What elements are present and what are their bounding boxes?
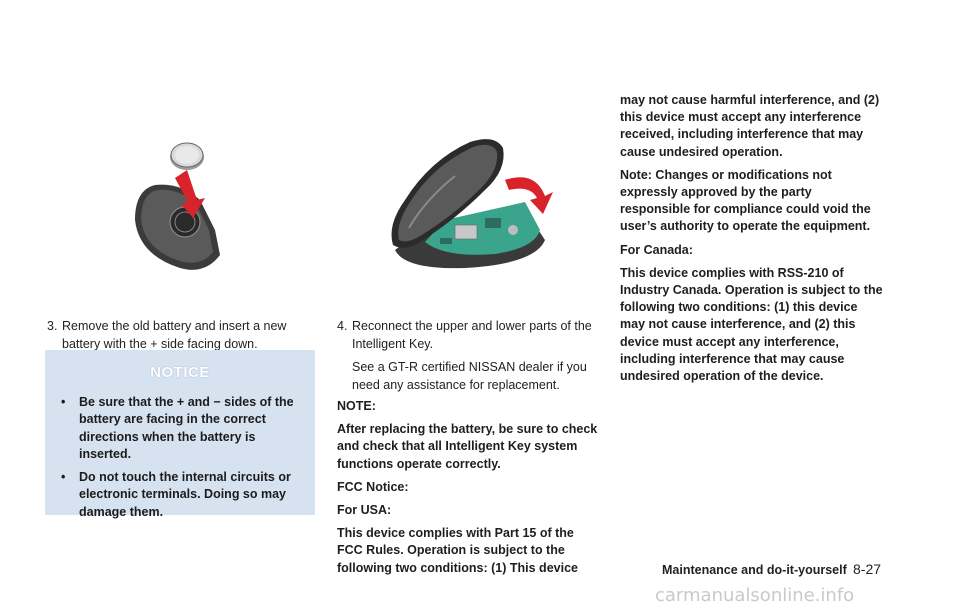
middle-body-text [337, 398, 602, 583]
fcc-paragraph-continued: may not cause harmful interference, and (2) this device must accept any interference received, including interference that may cause undesired operation. [620, 93, 880, 159]
notice-item [59, 394, 309, 463]
footer-section-label: Maintenance and do-it-yourself [662, 563, 847, 577]
notice-item-text: Do not touch the internal circuits or electronic terminals. Doing so may damage them. [79, 470, 291, 519]
step-4 [337, 318, 605, 394]
key-reassembly-illustration [385, 130, 560, 285]
step-text: Reconnect the upper and lower parts of the Intelligent Key. [352, 319, 592, 351]
fcc-heading: FCC Notice: [337, 479, 409, 494]
notice-list [59, 394, 309, 527]
note-heading: NOTE: [337, 399, 376, 413]
notice-item-text: Be sure that the + and − sides of the battery are facing in the correct directions when the battery is inserted. [79, 395, 294, 461]
bullet-icon: • [61, 470, 66, 485]
notice-title: NOTICE [150, 364, 210, 381]
note-paragraph: After replacing the battery, be sure to check and check that all Intelligent Key system functions operate correctly. [337, 422, 598, 471]
canada-paragraph: This device complies with RSS-210 of Industry Canada. Operation is subject to the following two conditions: (1) this device may not cause interference, and (2) this device must accept any interference, including interference that may cause undesired operation of the device. [620, 265, 883, 384]
step-number: 3. [47, 319, 58, 333]
usa-heading: For USA: [337, 503, 392, 518]
watermark-text: carmanualsonline.info [655, 585, 855, 606]
step-number: 4. [337, 319, 348, 333]
step-3 [47, 318, 317, 353]
step-subtext: See a GT-R certified NISSAN dealer if you need any assistance for replacement. [352, 360, 587, 392]
watermark [655, 585, 960, 611]
right-body-text [620, 92, 885, 391]
step-text: Remove the old battery and insert a new battery with the + side facing down. [62, 319, 287, 351]
bullet-icon: • [61, 395, 66, 409]
battery-removal-illustration [125, 130, 245, 285]
changes-note: Note: Changes or modifications not expressly approved by the party responsible for compliance could void the user’s authority to operate the equipment. [620, 167, 871, 234]
notice-item [59, 469, 309, 521]
canada-heading: For Canada: [620, 242, 693, 257]
page-number: 8-27 [853, 561, 882, 577]
fcc-paragraph: This device complies with Part 15 of the FCC Rules. Operation is subject to the following two conditions: (1) This device [337, 526, 578, 575]
notice-box [45, 350, 315, 519]
